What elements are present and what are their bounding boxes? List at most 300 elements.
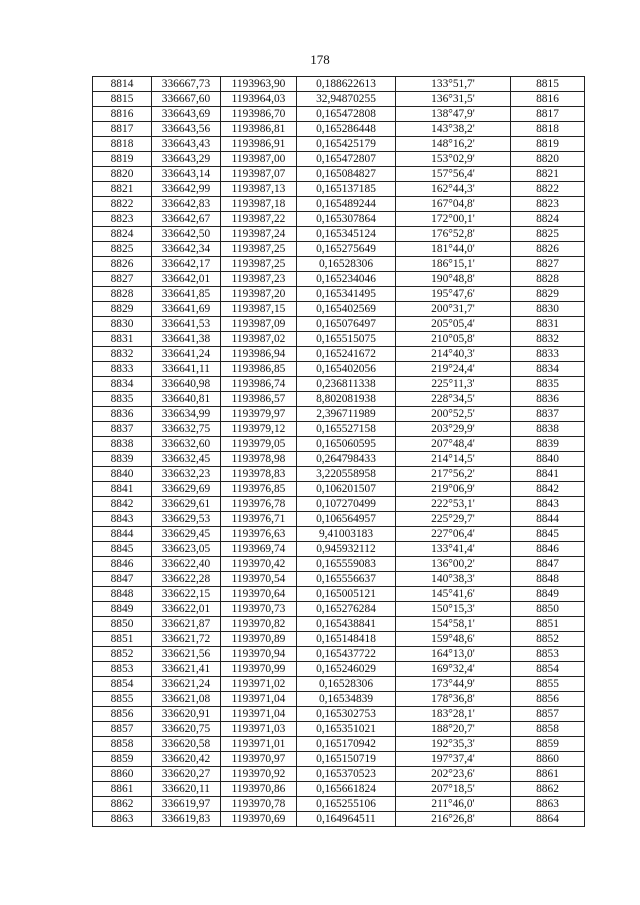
y-coordinate-cell: 1193986,81 [221, 122, 297, 137]
next-point-cell: 8820 [511, 152, 585, 167]
y-coordinate-cell: 1193987,25 [221, 242, 297, 257]
x-coordinate-cell: 336621,72 [152, 632, 221, 647]
length-cell: 0,165286448 [297, 122, 396, 137]
point-number-cell: 8859 [93, 752, 152, 767]
point-number-cell: 8837 [93, 422, 152, 437]
table-row [93, 677, 585, 692]
length-cell: 0,165060595 [297, 437, 396, 452]
table-row [93, 107, 585, 122]
point-number-cell: 8843 [93, 512, 152, 527]
x-coordinate-cell: 336619,83 [152, 812, 221, 827]
length-cell: 0,165661824 [297, 782, 396, 797]
bearing-cell: 157°56,4' [396, 167, 511, 182]
x-coordinate-cell: 336642,17 [152, 257, 221, 272]
point-number-cell: 8826 [93, 257, 152, 272]
bearing-cell: 176°52,8' [396, 227, 511, 242]
point-number-cell: 8817 [93, 122, 152, 137]
point-number-cell: 8822 [93, 197, 152, 212]
x-coordinate-cell: 336620,91 [152, 707, 221, 722]
y-coordinate-cell: 1193976,63 [221, 527, 297, 542]
x-coordinate-cell: 336642,01 [152, 272, 221, 287]
length-cell: 0,165084827 [297, 167, 396, 182]
bearing-cell: 205°05,4' [396, 317, 511, 332]
y-coordinate-cell: 1193970,92 [221, 767, 297, 782]
table-row [93, 782, 585, 797]
table-row [93, 392, 585, 407]
x-coordinate-cell: 336632,60 [152, 437, 221, 452]
length-cell: 0,165489244 [297, 197, 396, 212]
point-number-cell: 8839 [93, 452, 152, 467]
length-cell: 0,165370523 [297, 767, 396, 782]
point-number-cell: 8856 [93, 707, 152, 722]
point-number-cell: 8836 [93, 407, 152, 422]
bearing-cell: 197°37,4' [396, 752, 511, 767]
table-row [93, 707, 585, 722]
x-coordinate-cell: 336619,97 [152, 797, 221, 812]
y-coordinate-cell: 1193979,05 [221, 437, 297, 452]
table-row [93, 77, 585, 92]
y-coordinate-cell: 1193964,03 [221, 92, 297, 107]
length-cell: 0,106201507 [297, 482, 396, 497]
table-row [93, 452, 585, 467]
length-cell: 9,41003183 [297, 527, 396, 542]
table-row [93, 182, 585, 197]
table-row [93, 137, 585, 152]
next-point-cell: 8817 [511, 107, 585, 122]
length-cell: 0,165005121 [297, 587, 396, 602]
x-coordinate-cell: 336620,58 [152, 737, 221, 752]
bearing-cell: 200°31,7' [396, 302, 511, 317]
y-coordinate-cell: 1193986,74 [221, 377, 297, 392]
bearing-cell: 219°24,4' [396, 362, 511, 377]
next-point-cell: 8819 [511, 137, 585, 152]
length-cell: 0,16528306 [297, 677, 396, 692]
bearing-cell: 150°15,3' [396, 602, 511, 617]
bearing-cell: 133°41,4' [396, 542, 511, 557]
length-cell: 0,16528306 [297, 257, 396, 272]
y-coordinate-cell: 1193970,78 [221, 797, 297, 812]
y-coordinate-cell: 1193987,25 [221, 257, 297, 272]
x-coordinate-cell: 336643,29 [152, 152, 221, 167]
y-coordinate-cell: 1193970,97 [221, 752, 297, 767]
next-point-cell: 8818 [511, 122, 585, 137]
x-coordinate-cell: 336622,28 [152, 572, 221, 587]
table-row [93, 332, 585, 347]
bearing-cell: 164°13,0' [396, 647, 511, 662]
x-coordinate-cell: 336641,38 [152, 332, 221, 347]
x-coordinate-cell: 336632,23 [152, 467, 221, 482]
length-cell: 0,165302753 [297, 707, 396, 722]
length-cell: 0,165307864 [297, 212, 396, 227]
point-number-cell: 8838 [93, 437, 152, 452]
table-row [93, 227, 585, 242]
bearing-cell: 159°48,6' [396, 632, 511, 647]
y-coordinate-cell: 1193979,12 [221, 422, 297, 437]
y-coordinate-cell: 1193987,07 [221, 167, 297, 182]
bearing-cell: 188°20,7' [396, 722, 511, 737]
point-number-cell: 8860 [93, 767, 152, 782]
point-number-cell: 8819 [93, 152, 152, 167]
bearing-cell: 217°56,2' [396, 467, 511, 482]
next-point-cell: 8857 [511, 707, 585, 722]
point-number-cell: 8847 [93, 572, 152, 587]
point-number-cell: 8849 [93, 602, 152, 617]
bearing-cell: 169°32,4' [396, 662, 511, 677]
y-coordinate-cell: 1193986,70 [221, 107, 297, 122]
bearing-cell: 143°38,2' [396, 122, 511, 137]
next-point-cell: 8816 [511, 92, 585, 107]
table-row [93, 797, 585, 812]
y-coordinate-cell: 1193987,24 [221, 227, 297, 242]
bearing-cell: 214°40,3' [396, 347, 511, 362]
length-cell: 8,802081938 [297, 392, 396, 407]
x-coordinate-cell: 336640,98 [152, 377, 221, 392]
coordinates-table [92, 76, 585, 827]
table-row [93, 662, 585, 677]
y-coordinate-cell: 1193963,90 [221, 77, 297, 92]
length-cell: 0,165148418 [297, 632, 396, 647]
next-point-cell: 8832 [511, 332, 585, 347]
length-cell: 0,165402056 [297, 362, 396, 377]
x-coordinate-cell: 336632,75 [152, 422, 221, 437]
next-point-cell: 8840 [511, 452, 585, 467]
next-point-cell: 8861 [511, 767, 585, 782]
point-number-cell: 8825 [93, 242, 152, 257]
next-point-cell: 8859 [511, 737, 585, 752]
table-row [93, 722, 585, 737]
bearing-cell: 214°14,5' [396, 452, 511, 467]
x-coordinate-cell: 336620,75 [152, 722, 221, 737]
next-point-cell: 8830 [511, 302, 585, 317]
table-row [93, 692, 585, 707]
point-number-cell: 8835 [93, 392, 152, 407]
table-row [93, 167, 585, 182]
bearing-cell: 227°06,4' [396, 527, 511, 542]
table-row [93, 92, 585, 107]
table-row [93, 437, 585, 452]
bearing-cell: 183°28,1' [396, 707, 511, 722]
point-number-cell: 8842 [93, 497, 152, 512]
next-point-cell: 8823 [511, 197, 585, 212]
point-number-cell: 8846 [93, 557, 152, 572]
length-cell: 0,165137185 [297, 182, 396, 197]
table-row [93, 122, 585, 137]
point-number-cell: 8844 [93, 527, 152, 542]
x-coordinate-cell: 336621,08 [152, 692, 221, 707]
point-number-cell: 8818 [93, 137, 152, 152]
y-coordinate-cell: 1193970,89 [221, 632, 297, 647]
point-number-cell: 8832 [93, 347, 152, 362]
bearing-cell: 219°06,9' [396, 482, 511, 497]
next-point-cell: 8839 [511, 437, 585, 452]
point-number-cell: 8816 [93, 107, 152, 122]
y-coordinate-cell: 1193986,91 [221, 137, 297, 152]
y-coordinate-cell: 1193971,01 [221, 737, 297, 752]
y-coordinate-cell: 1193978,83 [221, 467, 297, 482]
length-cell: 0,165170942 [297, 737, 396, 752]
next-point-cell: 8828 [511, 272, 585, 287]
x-coordinate-cell: 336642,83 [152, 197, 221, 212]
length-cell: 0,165556637 [297, 572, 396, 587]
table-row [93, 287, 585, 302]
point-number-cell: 8831 [93, 332, 152, 347]
point-number-cell: 8854 [93, 677, 152, 692]
x-coordinate-cell: 336622,01 [152, 602, 221, 617]
length-cell: 0,106564957 [297, 512, 396, 527]
x-coordinate-cell: 336634,99 [152, 407, 221, 422]
y-coordinate-cell: 1193987,13 [221, 182, 297, 197]
next-point-cell: 8856 [511, 692, 585, 707]
x-coordinate-cell: 336620,11 [152, 782, 221, 797]
length-cell: 0,165527158 [297, 422, 396, 437]
length-cell: 0,188622613 [297, 77, 396, 92]
x-coordinate-cell: 336621,41 [152, 662, 221, 677]
table-row [93, 347, 585, 362]
table-row [93, 482, 585, 497]
point-number-cell: 8840 [93, 467, 152, 482]
y-coordinate-cell: 1193971,02 [221, 677, 297, 692]
length-cell: 0,165402569 [297, 302, 396, 317]
point-number-cell: 8853 [93, 662, 152, 677]
point-number-cell: 8828 [93, 287, 152, 302]
bearing-cell: 140°38,3' [396, 572, 511, 587]
bearing-cell: 203°29,9' [396, 422, 511, 437]
next-point-cell: 8821 [511, 167, 585, 182]
length-cell: 0,165425179 [297, 137, 396, 152]
x-coordinate-cell: 336643,56 [152, 122, 221, 137]
length-cell: 32,94870255 [297, 92, 396, 107]
next-point-cell: 8848 [511, 572, 585, 587]
next-point-cell: 8838 [511, 422, 585, 437]
y-coordinate-cell: 1193987,18 [221, 197, 297, 212]
point-number-cell: 8829 [93, 302, 152, 317]
y-coordinate-cell: 1193979,97 [221, 407, 297, 422]
next-point-cell: 8845 [511, 527, 585, 542]
y-coordinate-cell: 1193971,04 [221, 692, 297, 707]
y-coordinate-cell: 1193970,69 [221, 812, 297, 827]
length-cell: 0,945932112 [297, 542, 396, 557]
x-coordinate-cell: 336620,42 [152, 752, 221, 767]
point-number-cell: 8852 [93, 647, 152, 662]
point-number-cell: 8858 [93, 737, 152, 752]
next-point-cell: 8833 [511, 347, 585, 362]
bearing-cell: 192°35,3' [396, 737, 511, 752]
bearing-cell: 138°47,9' [396, 107, 511, 122]
length-cell: 0,165472807 [297, 152, 396, 167]
x-coordinate-cell: 336622,15 [152, 587, 221, 602]
bearing-cell: 210°05,8' [396, 332, 511, 347]
length-cell: 0,236811338 [297, 377, 396, 392]
bearing-cell: 178°36,8' [396, 692, 511, 707]
length-cell: 0,165246029 [297, 662, 396, 677]
table-row [93, 542, 585, 557]
next-point-cell: 8842 [511, 482, 585, 497]
bearing-cell: 172°00,1' [396, 212, 511, 227]
y-coordinate-cell: 1193986,94 [221, 347, 297, 362]
bearing-cell: 211°46,0' [396, 797, 511, 812]
y-coordinate-cell: 1193970,86 [221, 782, 297, 797]
point-number-cell: 8824 [93, 227, 152, 242]
y-coordinate-cell: 1193970,99 [221, 662, 297, 677]
y-coordinate-cell: 1193986,85 [221, 362, 297, 377]
x-coordinate-cell: 336641,53 [152, 317, 221, 332]
length-cell: 0,165472808 [297, 107, 396, 122]
x-coordinate-cell: 336621,87 [152, 617, 221, 632]
y-coordinate-cell: 1193970,64 [221, 587, 297, 602]
next-point-cell: 8831 [511, 317, 585, 332]
table-row [93, 572, 585, 587]
y-coordinate-cell: 1193987,15 [221, 302, 297, 317]
table-row [93, 812, 585, 827]
length-cell: 0,165076497 [297, 317, 396, 332]
y-coordinate-cell: 1193976,71 [221, 512, 297, 527]
length-cell: 0,165345124 [297, 227, 396, 242]
table-row [93, 752, 585, 767]
next-point-cell: 8853 [511, 647, 585, 662]
next-point-cell: 8843 [511, 497, 585, 512]
point-number-cell: 8820 [93, 167, 152, 182]
bearing-cell: 153°02,9' [396, 152, 511, 167]
point-number-cell: 8845 [93, 542, 152, 557]
length-cell: 0,165351021 [297, 722, 396, 737]
point-number-cell: 8823 [93, 212, 152, 227]
x-coordinate-cell: 336643,14 [152, 167, 221, 182]
next-point-cell: 8834 [511, 362, 585, 377]
table-row [93, 467, 585, 482]
point-number-cell: 8841 [93, 482, 152, 497]
x-coordinate-cell: 336632,45 [152, 452, 221, 467]
table-row [93, 197, 585, 212]
length-cell: 0,264798433 [297, 452, 396, 467]
table-row [93, 647, 585, 662]
x-coordinate-cell: 336629,45 [152, 527, 221, 542]
x-coordinate-cell: 336629,53 [152, 512, 221, 527]
bearing-cell: 181°44,0' [396, 242, 511, 257]
point-number-cell: 8861 [93, 782, 152, 797]
x-coordinate-cell: 336642,34 [152, 242, 221, 257]
bearing-cell: 228°34,5' [396, 392, 511, 407]
point-number-cell: 8857 [93, 722, 152, 737]
point-number-cell: 8862 [93, 797, 152, 812]
point-number-cell: 8863 [93, 812, 152, 827]
length-cell: 0,165559083 [297, 557, 396, 572]
x-coordinate-cell: 336641,24 [152, 347, 221, 362]
next-point-cell: 8864 [511, 812, 585, 827]
x-coordinate-cell: 336622,40 [152, 557, 221, 572]
y-coordinate-cell: 1193987,00 [221, 152, 297, 167]
next-point-cell: 8849 [511, 587, 585, 602]
bearing-cell: 202°23,6' [396, 767, 511, 782]
next-point-cell: 8851 [511, 617, 585, 632]
length-cell: 0,165437722 [297, 647, 396, 662]
length-cell: 0,16534839 [297, 692, 396, 707]
next-point-cell: 8855 [511, 677, 585, 692]
table-row [93, 602, 585, 617]
bearing-cell: 200°52,5' [396, 407, 511, 422]
y-coordinate-cell: 1193978,98 [221, 452, 297, 467]
table-row [93, 587, 585, 602]
y-coordinate-cell: 1193970,82 [221, 617, 297, 632]
next-point-cell: 8825 [511, 227, 585, 242]
bearing-cell: 190°48,8' [396, 272, 511, 287]
next-point-cell: 8860 [511, 752, 585, 767]
table-row [93, 512, 585, 527]
length-cell: 2,396711989 [297, 407, 396, 422]
next-point-cell: 8844 [511, 512, 585, 527]
table-row [93, 242, 585, 257]
x-coordinate-cell: 336642,67 [152, 212, 221, 227]
next-point-cell: 8847 [511, 557, 585, 572]
table-row [93, 557, 585, 572]
next-point-cell: 8837 [511, 407, 585, 422]
point-number-cell: 8815 [93, 92, 152, 107]
bearing-cell: 225°29,7' [396, 512, 511, 527]
table-body [93, 77, 585, 827]
bearing-cell: 154°58,1' [396, 617, 511, 632]
y-coordinate-cell: 1193976,85 [221, 482, 297, 497]
length-cell: 0,165515075 [297, 332, 396, 347]
bearing-cell: 162°44,3' [396, 182, 511, 197]
table-row [93, 377, 585, 392]
point-number-cell: 8834 [93, 377, 152, 392]
next-point-cell: 8852 [511, 632, 585, 647]
y-coordinate-cell: 1193970,94 [221, 647, 297, 662]
x-coordinate-cell: 336641,69 [152, 302, 221, 317]
x-coordinate-cell: 336623,05 [152, 542, 221, 557]
point-number-cell: 8827 [93, 272, 152, 287]
point-number-cell: 8850 [93, 617, 152, 632]
y-coordinate-cell: 1193971,03 [221, 722, 297, 737]
length-cell: 0,165150719 [297, 752, 396, 767]
next-point-cell: 8850 [511, 602, 585, 617]
point-number-cell: 8833 [93, 362, 152, 377]
length-cell: 0,165234046 [297, 272, 396, 287]
table-row [93, 212, 585, 227]
point-number-cell: 8851 [93, 632, 152, 647]
x-coordinate-cell: 336667,73 [152, 77, 221, 92]
next-point-cell: 8836 [511, 392, 585, 407]
next-point-cell: 8854 [511, 662, 585, 677]
table-row [93, 317, 585, 332]
y-coordinate-cell: 1193970,42 [221, 557, 297, 572]
next-point-cell: 8841 [511, 467, 585, 482]
length-cell: 0,164964511 [297, 812, 396, 827]
next-point-cell: 8863 [511, 797, 585, 812]
x-coordinate-cell: 336629,69 [152, 482, 221, 497]
bearing-cell: 167°04,8' [396, 197, 511, 212]
x-coordinate-cell: 336642,50 [152, 227, 221, 242]
next-point-cell: 8815 [511, 77, 585, 92]
x-coordinate-cell: 336620,27 [152, 767, 221, 782]
point-number-cell: 8848 [93, 587, 152, 602]
next-point-cell: 8826 [511, 242, 585, 257]
point-number-cell: 8814 [93, 77, 152, 92]
next-point-cell: 8858 [511, 722, 585, 737]
y-coordinate-cell: 1193971,04 [221, 707, 297, 722]
y-coordinate-cell: 1193987,09 [221, 317, 297, 332]
y-coordinate-cell: 1193987,23 [221, 272, 297, 287]
point-number-cell: 8830 [93, 317, 152, 332]
x-coordinate-cell: 336641,11 [152, 362, 221, 377]
length-cell: 3,220558958 [297, 467, 396, 482]
table-row [93, 152, 585, 167]
page-number: 178 [310, 52, 330, 67]
table-row [93, 767, 585, 782]
next-point-cell: 8846 [511, 542, 585, 557]
y-coordinate-cell: 1193986,57 [221, 392, 297, 407]
next-point-cell: 8827 [511, 257, 585, 272]
bearing-cell: 225°11,3' [396, 377, 511, 392]
